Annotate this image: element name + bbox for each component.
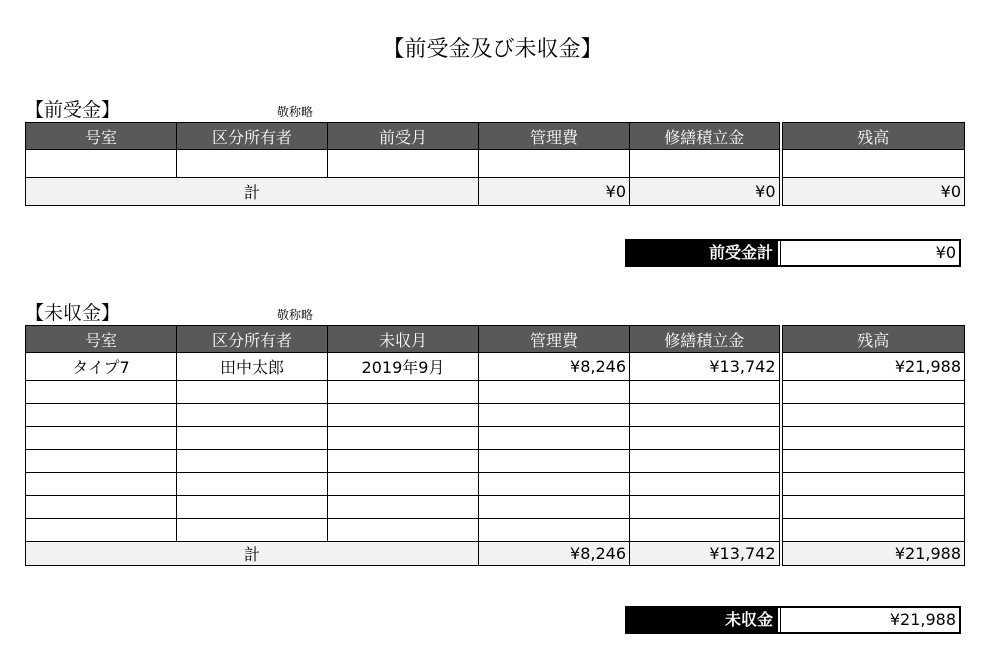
- header-room: 号室: [26, 123, 177, 150]
- cell-balance[interactable]: [781, 496, 965, 519]
- advance-summary-label: 前受金計: [627, 241, 777, 265]
- cell-management-fee[interactable]: [479, 404, 630, 427]
- total-label: 計: [26, 178, 479, 206]
- cell-month[interactable]: [328, 404, 479, 427]
- table-row: [26, 427, 965, 450]
- cell-management-fee[interactable]: [479, 150, 630, 178]
- advance-table: [25, 122, 965, 206]
- header-room: 号室: [26, 326, 177, 353]
- cell-owner[interactable]: [177, 150, 328, 178]
- header-repair-reserve: 修繕積立金: [630, 326, 781, 353]
- header-month: 未収月: [328, 326, 479, 353]
- table-row: [26, 473, 965, 496]
- total-balance: ¥0: [781, 178, 965, 206]
- cell-month[interactable]: [328, 473, 479, 496]
- cell-owner[interactable]: [177, 381, 328, 404]
- cell-balance[interactable]: [781, 150, 965, 178]
- header-owner: 区分所有者: [177, 123, 328, 150]
- cell-balance[interactable]: [781, 404, 965, 427]
- table-row: [26, 496, 965, 519]
- total-balance: ¥21,988: [781, 542, 965, 566]
- cell-repair-reserve[interactable]: ¥13,742: [630, 353, 781, 381]
- advance-summary-box: [625, 239, 961, 267]
- advance-summary-value: ¥0: [777, 241, 959, 265]
- header-repair-reserve: 修繕積立金: [630, 123, 781, 150]
- receivable-total-row: [26, 542, 965, 566]
- cell-month[interactable]: [328, 150, 479, 178]
- header-owner: 区分所有者: [177, 326, 328, 353]
- page-title: 【前受金及び未収金】: [382, 37, 603, 62]
- total-repair-reserve: ¥13,742: [630, 542, 781, 566]
- cell-room[interactable]: [26, 150, 177, 178]
- cell-management-fee[interactable]: [479, 381, 630, 404]
- cell-balance[interactable]: [781, 381, 965, 404]
- advance-section-label: 【前受金】: [25, 99, 121, 121]
- cell-balance[interactable]: [781, 427, 965, 450]
- receivable-table: [25, 325, 965, 566]
- cell-management-fee[interactable]: [479, 427, 630, 450]
- cell-repair-reserve[interactable]: [630, 473, 781, 496]
- cell-repair-reserve[interactable]: [630, 496, 781, 519]
- cell-owner[interactable]: [177, 450, 328, 473]
- cell-month[interactable]: [328, 450, 479, 473]
- cell-room[interactable]: [26, 496, 177, 519]
- table-row: [26, 404, 965, 427]
- table-row: [26, 450, 965, 473]
- header-management-fee: 管理費: [479, 123, 630, 150]
- table-row: [26, 381, 965, 404]
- cell-repair-reserve[interactable]: [630, 519, 781, 542]
- total-management-fee: ¥0: [479, 178, 630, 206]
- advance-honorific-note: 敬称略: [277, 105, 314, 119]
- cell-management-fee[interactable]: [479, 473, 630, 496]
- cell-management-fee[interactable]: ¥8,246: [479, 353, 630, 381]
- cell-room[interactable]: [26, 381, 177, 404]
- cell-balance[interactable]: [781, 519, 965, 542]
- cell-month[interactable]: 2019年9月: [328, 353, 479, 381]
- total-management-fee: ¥8,246: [479, 542, 630, 566]
- receivable-header-row: [26, 326, 965, 353]
- cell-management-fee[interactable]: [479, 519, 630, 542]
- cell-management-fee[interactable]: [479, 450, 630, 473]
- cell-repair-reserve[interactable]: [630, 381, 781, 404]
- header-month: 前受月: [328, 123, 479, 150]
- cell-repair-reserve[interactable]: [630, 427, 781, 450]
- receivable-summary-value: ¥21,988: [777, 608, 959, 632]
- receivable-honorific-note: 敬称略: [277, 308, 314, 322]
- cell-room[interactable]: [26, 450, 177, 473]
- table-row: [26, 353, 965, 381]
- cell-room[interactable]: [26, 404, 177, 427]
- receivable-section-label: 【未収金】: [25, 302, 121, 324]
- cell-balance[interactable]: ¥21,988: [781, 353, 965, 381]
- cell-month[interactable]: [328, 519, 479, 542]
- cell-owner[interactable]: 田中太郎: [177, 353, 328, 381]
- cell-room[interactable]: [26, 519, 177, 542]
- table-row: [26, 519, 965, 542]
- advance-total-row: [26, 178, 965, 206]
- cell-owner[interactable]: [177, 473, 328, 496]
- receivable-summary-label: 未収金: [627, 608, 777, 632]
- cell-owner[interactable]: [177, 519, 328, 542]
- cell-month[interactable]: [328, 427, 479, 450]
- cell-room[interactable]: [26, 473, 177, 496]
- receivable-summary-box: [625, 606, 961, 634]
- advance-header-row: [26, 123, 965, 150]
- header-balance: 残高: [781, 326, 965, 353]
- cell-balance[interactable]: [781, 473, 965, 496]
- header-balance: 残高: [781, 123, 965, 150]
- cell-month[interactable]: [328, 381, 479, 404]
- cell-owner[interactable]: [177, 404, 328, 427]
- cell-room[interactable]: [26, 427, 177, 450]
- cell-month[interactable]: [328, 496, 479, 519]
- cell-repair-reserve[interactable]: [630, 450, 781, 473]
- cell-repair-reserve[interactable]: [630, 404, 781, 427]
- total-repair-reserve: ¥0: [630, 178, 781, 206]
- cell-management-fee[interactable]: [479, 496, 630, 519]
- cell-owner[interactable]: [177, 427, 328, 450]
- cell-owner[interactable]: [177, 496, 328, 519]
- cell-repair-reserve[interactable]: [630, 150, 781, 178]
- table-row: [26, 150, 965, 178]
- cell-balance[interactable]: [781, 450, 965, 473]
- total-label: 計: [26, 542, 479, 566]
- cell-room[interactable]: タイプ7: [26, 353, 177, 381]
- header-management-fee: 管理費: [479, 326, 630, 353]
